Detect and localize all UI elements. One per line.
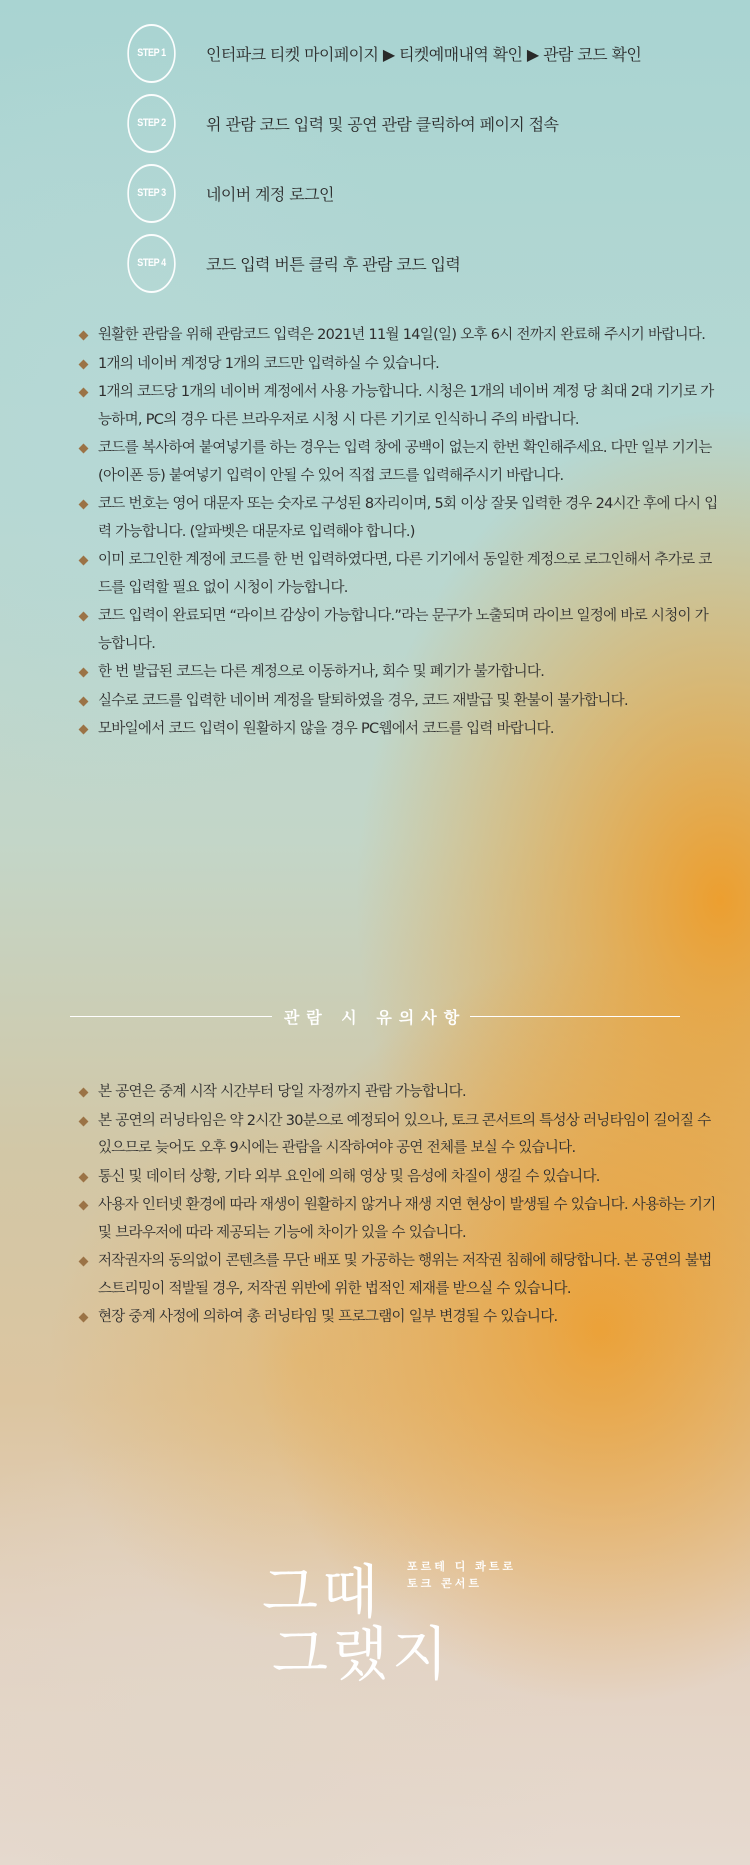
code-notes-list (80, 322, 720, 745)
step-1 (122, 22, 722, 84)
list-item: 모바일에서 코드 입력이 원활하지 않을 경우 PC웹에서 코드를 입력 바랍니다. (80, 716, 720, 744)
diamond-bullet-icon (79, 1116, 89, 1126)
logo-subtitle-line1: 포르테 디 콰트로 (407, 1560, 517, 1573)
viewing-notes-list (80, 1079, 720, 1333)
diamond-bullet-icon (79, 668, 89, 678)
diamond-bullet-icon (79, 500, 89, 510)
diamond-bullet-icon (79, 1201, 89, 1211)
section-divider (70, 1005, 680, 1029)
list-item: 현장 중계 사정에 의하여 총 러닝타임 및 프로그램이 일부 변경될 수 있습니다. (80, 1304, 720, 1332)
logo-title-line2: 그랬지 (272, 1620, 453, 1688)
step-text: 위 관람 코드 입력 및 공연 관람 클릭하여 페이지 접속 (206, 114, 559, 134)
list-item: 코드 번호는 영어 대문자 또는 숫자로 구성된 8자리이며, 5회 이상 잘못 입력한 경우 24시간 후에 다시 입력 가능합니다. (알파벳은 대문자로 입력해야 합니다.) (80, 491, 720, 546)
diamond-bullet-icon (79, 556, 89, 566)
step-badge: STEP 3 (127, 164, 175, 223)
step-text: 네이버 계정 로그인 (206, 184, 334, 204)
diamond-bullet-icon (79, 696, 89, 706)
concert-logo (262, 1556, 522, 1726)
diamond-bullet-icon (79, 359, 89, 369)
list-item: 통신 및 데이터 상황, 기타 외부 요인에 의해 영상 및 음성에 차질이 생길 수 있습니다. (80, 1164, 720, 1192)
step-2 (122, 92, 722, 154)
list-item: 코드를 복사하여 붙여넣기를 하는 경우는 입력 창에 공백이 없는지 한번 확인해주세요. 다만 일부 기기는(아이폰 등) 붙여넣기 입력이 안될 수 있어 직접 코드를 입력해주시기 바랍니다. (80, 435, 720, 490)
divider-line (470, 1016, 680, 1017)
diamond-bullet-icon (79, 725, 89, 735)
section-title: 관람 시 유의사항 (283, 1008, 467, 1027)
list-item: 이미 로그인한 계정에 코드를 한 번 입력하였다면, 다른 기기에서 동일한 계정으로 로그인해서 추가로 코드를 입력할 필요 없이 시청이 가능합니다. (80, 547, 720, 602)
diamond-bullet-icon (79, 1313, 89, 1323)
list-item: 1개의 네이버 계정당 1개의 코드만 입력하실 수 있습니다. (80, 351, 720, 379)
diamond-bullet-icon (79, 1088, 89, 1098)
step-text: 코드 입력 버튼 클릭 후 관람 코드 입력 (206, 254, 461, 274)
diamond-bullet-icon (79, 331, 89, 341)
list-item: 1개의 코드당 1개의 네이버 계정에서 사용 가능합니다. 시청은 1개의 네이버 계정 당 최대 2대 기기로 가능하며, PC의 경우 다른 브라우저로 시청 시 다른 기기로 인식하니 주의 바랍니다. (80, 379, 720, 434)
step-3 (122, 162, 722, 224)
list-item: 저작권자의 동의없이 콘텐츠를 무단 배포 및 가공하는 행위는 저작권 침해에 해당합니다. 본 공연의 불법 스트리밍이 적발될 경우, 저작권 위반에 위한 법적인 제재를 받으실 수 있습니다. (80, 1248, 720, 1303)
step-badge: STEP 4 (127, 234, 175, 293)
steps-list (122, 22, 722, 302)
logo-subtitle (407, 1558, 516, 1592)
diamond-bullet-icon (79, 1172, 89, 1182)
step-badge: STEP 1 (127, 24, 175, 83)
diamond-bullet-icon (79, 1257, 89, 1267)
step-badge: STEP 2 (127, 94, 175, 153)
logo-subtitle-line2: 토크 콘서트 (407, 1577, 482, 1590)
diamond-bullet-icon (79, 444, 89, 454)
list-item: 한 번 발급된 코드는 다른 계정으로 이동하거나, 회수 및 폐기가 불가합니다. (80, 659, 720, 687)
diamond-bullet-icon (79, 612, 89, 622)
diamond-bullet-icon (79, 388, 89, 398)
step-text: 인터파크 티켓 마이페이지 ▶ 티켓예매내역 확인 ▶ 관람 코드 확인 (206, 44, 642, 64)
list-item: 본 공연은 중계 시작 시간부터 당일 자정까지 관람 가능합니다. (80, 1079, 720, 1107)
list-item: 실수로 코드를 입력한 네이버 계정을 탈퇴하였을 경우, 코드 재발급 및 환불이 불가합니다. (80, 688, 720, 716)
list-item: 사용자 인터넷 환경에 따라 재생이 원활하지 않거나 재생 지연 현상이 발생될 수 있습니다. 사용하는 기기 및 브라우저에 따라 제공되는 기능에 차이가 있을 수 있습니다. (80, 1192, 720, 1247)
list-item: 원활한 관람을 위해 관람코드 입력은 2021년 11월 14일(일) 오후 6시 전까지 완료해 주시기 바랍니다. (80, 322, 720, 350)
list-item: 코드 입력이 완료되면 “라이브 감상이 가능합니다.”라는 문구가 노출되며 라이브 일정에 바로 시청이 가능합니다. (80, 603, 720, 658)
step-4 (122, 232, 722, 294)
logo-title-line1: 그때 (262, 1558, 383, 1626)
list-item: 본 공연의 러닝타임은 약 2시간 30분으로 예정되어 있으나, 토크 콘서트의 특성상 러닝타임이 길어질 수 있으므로 늦어도 오후 9시에는 관람을 시작하여야 공연 전체를 보실 수 있습니다. (80, 1108, 720, 1163)
